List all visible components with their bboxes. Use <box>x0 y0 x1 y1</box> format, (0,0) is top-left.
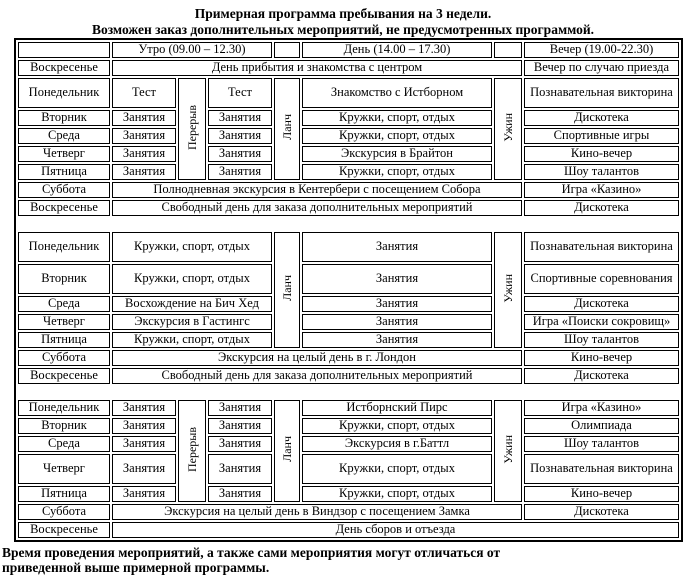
activity-cell: Тест <box>208 78 272 108</box>
merged-activity-cell: Экскурсия на целый день в г. Лондон <box>112 350 522 366</box>
table-row <box>18 78 679 108</box>
activity-cell: Кружки, спорт, отдых <box>112 264 272 294</box>
table-row <box>18 296 679 312</box>
merged-activity-cell: Свободный день для заказа дополнительных мероприятий <box>112 200 522 216</box>
activity-cell: Кружки, спорт, отдых <box>302 164 492 180</box>
day-cell: Среда <box>18 296 110 312</box>
document-subtitle: Возможен заказ дополнительных мероприятий, не предусмотренных программой. <box>91 22 595 37</box>
table-row <box>18 454 679 484</box>
activity-cell: Кружки, спорт, отдых <box>112 332 272 348</box>
day-cell: Среда <box>18 128 110 144</box>
vertical-label: Ужин <box>500 113 515 142</box>
activity-cell: Занятия <box>208 418 272 434</box>
activity-cell: Занятия <box>112 128 176 144</box>
activity-cell: Кружки, спорт, отдых <box>302 454 492 484</box>
merged-activity-cell: День сборов и отъезда <box>112 522 679 538</box>
activity-cell: Занятия <box>208 110 272 126</box>
day-cell: Суббота <box>18 182 110 198</box>
day-cell: Среда <box>18 436 110 452</box>
activity-cell: Игра «Казино» <box>524 400 679 416</box>
table-row <box>18 418 679 434</box>
vertical-label: Ланч <box>279 114 294 141</box>
activity-cell: Занятия <box>112 110 176 126</box>
header-cell: Утро (09.00 – 12.30) <box>112 42 272 58</box>
activity-cell: Занятия <box>208 400 272 416</box>
header-cell <box>494 42 522 58</box>
day-cell: Вторник <box>18 110 110 126</box>
day-cell: Воскресенье <box>18 368 110 384</box>
table-row <box>18 436 679 452</box>
activity-cell: Занятия <box>112 164 176 180</box>
table-row <box>18 128 679 144</box>
activity-cell: Кино-вечер <box>524 350 679 366</box>
activity-cell: Шоу талантов <box>524 332 679 348</box>
header-cell: Вечер (19.00-22.30) <box>524 42 679 58</box>
program-table <box>14 38 683 542</box>
vertical-label-cell <box>274 78 300 180</box>
activity-cell: Кружки, спорт, отдых <box>302 418 492 434</box>
activity-cell: Занятия <box>302 296 492 312</box>
activity-cell: Занятия <box>302 314 492 330</box>
activity-cell: Занятия <box>112 400 176 416</box>
vertical-label-cell <box>274 400 300 502</box>
table-row <box>18 314 679 330</box>
activity-cell: Занятия <box>208 486 272 502</box>
day-cell: Суббота <box>18 504 110 520</box>
activity-cell: Экскурсия в Гастингс <box>112 314 272 330</box>
activity-cell: Экскурсия в Брайтон <box>302 146 492 162</box>
day-cell: Суббота <box>18 350 110 366</box>
footnote-line-1: Время проведения мероприятий, а также сами мероприятия могут отличаться от <box>2 545 501 560</box>
vertical-label: Ужин <box>500 435 515 464</box>
table-row <box>18 232 679 262</box>
footnote-line-2: приведенной выше примерной программы. <box>2 560 270 575</box>
table-row <box>18 164 679 180</box>
activity-cell: Познавательная викторина <box>524 232 679 262</box>
activity-cell: Кружки, спорт, отдых <box>302 128 492 144</box>
activity-cell: Занятия <box>302 232 492 262</box>
activity-cell: Кино-вечер <box>524 486 679 502</box>
activity-cell: Истборнский Пирс <box>302 400 492 416</box>
vertical-label-cell <box>494 232 522 348</box>
activity-cell: Дискотека <box>524 110 679 126</box>
activity-cell: Занятия <box>208 128 272 144</box>
table-row <box>18 400 679 416</box>
activity-cell: Игра «Казино» <box>524 182 679 198</box>
table-row <box>18 42 679 58</box>
merged-activity-cell: Экскурсия на целый день в Виндзор с посещением Замка <box>112 504 522 520</box>
activity-cell: Экскурсия в г.Баттл <box>302 436 492 452</box>
vertical-label: Ланч <box>279 275 294 302</box>
activity-cell: Занятия <box>112 436 176 452</box>
merged-activity-cell: Свободный день для заказа дополнительных мероприятий <box>112 368 522 384</box>
vertical-label-cell <box>494 78 522 180</box>
activity-cell: Спортивные игры <box>524 128 679 144</box>
merged-activity-cell: День прибытия и знакомства с центром <box>112 60 522 76</box>
table-row <box>18 200 679 216</box>
day-cell: Вторник <box>18 264 110 294</box>
table-row <box>18 110 679 126</box>
activity-cell: Занятия <box>112 146 176 162</box>
activity-cell: Игра «Поиски сокровищ» <box>524 314 679 330</box>
day-cell: Понедельник <box>18 232 110 262</box>
activity-cell: Олимпиада <box>524 418 679 434</box>
week-separator <box>18 386 679 398</box>
table-row <box>18 60 679 76</box>
activity-cell: Знакомство с Истборном <box>302 78 492 108</box>
activity-cell: Дискотека <box>524 368 679 384</box>
day-cell <box>18 42 110 58</box>
footnote <box>2 545 686 575</box>
activity-cell: Дискотека <box>524 200 679 216</box>
activity-cell: Занятия <box>112 418 176 434</box>
activity-cell: Кружки, спорт, отдых <box>302 486 492 502</box>
day-cell: Воскресенье <box>18 522 110 538</box>
activity-cell: Занятия <box>208 146 272 162</box>
activity-cell: Шоу талантов <box>524 436 679 452</box>
table-row <box>18 350 679 366</box>
header-cell <box>274 42 300 58</box>
vertical-label: Ланч <box>279 436 294 463</box>
table-row <box>18 264 679 294</box>
activity-cell: Познавательная викторина <box>524 454 679 484</box>
day-cell: Воскресенье <box>18 60 110 76</box>
activity-cell: Кружки, спорт, отдых <box>112 232 272 262</box>
activity-cell: Тест <box>112 78 176 108</box>
table-row <box>18 218 679 230</box>
activity-cell: Спортивные соревнования <box>524 264 679 294</box>
activity-cell: Занятия <box>208 454 272 484</box>
activity-cell: Занятия <box>112 486 176 502</box>
activity-cell: Занятия <box>208 164 272 180</box>
header-cell: День (14.00 – 17.30) <box>302 42 492 58</box>
vertical-label: Ужин <box>500 274 515 303</box>
week-separator <box>18 218 679 230</box>
day-cell: Понедельник <box>18 400 110 416</box>
day-cell: Пятница <box>18 332 110 348</box>
merged-activity-cell: Полнодневная экскурсия в Кентербери с посещением Собора <box>112 182 522 198</box>
table-row <box>18 386 679 398</box>
day-cell: Понедельник <box>18 78 110 108</box>
table-row <box>18 486 679 502</box>
activity-cell: Шоу талантов <box>524 164 679 180</box>
activity-cell: Познавательная викторина <box>524 78 679 108</box>
table-row <box>18 522 679 538</box>
title-block <box>0 6 686 38</box>
activity-cell: Занятия <box>112 454 176 484</box>
table-row <box>18 332 679 348</box>
activity-cell: Кино-вечер <box>524 146 679 162</box>
table-row <box>18 504 679 520</box>
vertical-label-cell <box>274 232 300 348</box>
activity-cell: Занятия <box>208 436 272 452</box>
day-cell: Вторник <box>18 418 110 434</box>
activity-cell: Дискотека <box>524 504 679 520</box>
vertical-label-cell <box>494 400 522 502</box>
activity-cell: Дискотека <box>524 296 679 312</box>
vertical-label-cell <box>178 400 206 502</box>
document-title: Примерная программа пребывания на 3 недели. <box>194 6 492 21</box>
day-cell: Четверг <box>18 454 110 484</box>
vertical-label: Перерыв <box>184 104 199 150</box>
day-cell: Четверг <box>18 314 110 330</box>
activity-cell: Восхождение на Бич Хед <box>112 296 272 312</box>
day-cell: Пятница <box>18 164 110 180</box>
day-cell: Пятница <box>18 486 110 502</box>
vertical-label: Перерыв <box>184 426 199 472</box>
activity-cell: Вечер по случаю приезда <box>524 60 679 76</box>
activity-cell: Занятия <box>302 332 492 348</box>
table-row <box>18 182 679 198</box>
activity-cell: Кружки, спорт, отдых <box>302 110 492 126</box>
day-cell: Воскресенье <box>18 200 110 216</box>
vertical-label-cell <box>178 78 206 180</box>
table-row <box>18 368 679 384</box>
day-cell: Четверг <box>18 146 110 162</box>
table-row <box>18 146 679 162</box>
activity-cell: Занятия <box>302 264 492 294</box>
